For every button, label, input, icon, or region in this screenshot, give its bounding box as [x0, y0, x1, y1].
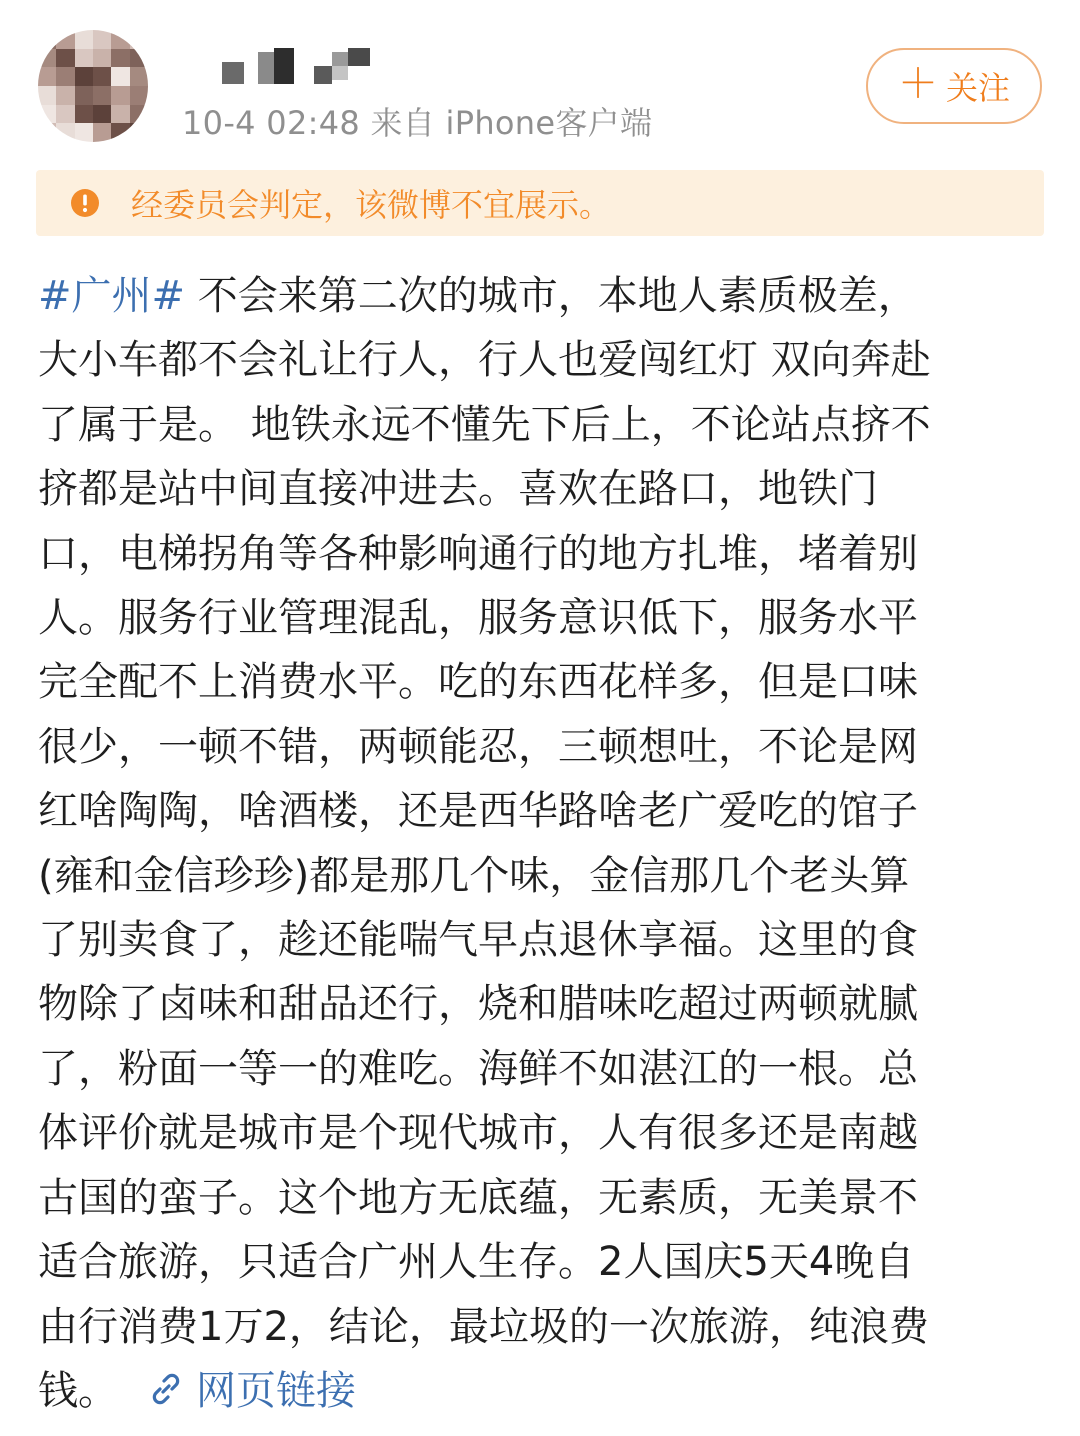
- avatar-pixel: [130, 86, 148, 105]
- avatar-pixel: [111, 30, 129, 49]
- avatar-pixel: [93, 30, 111, 49]
- avatar-pixel: [56, 105, 74, 124]
- hashtag-link[interactable]: #广州#: [38, 273, 186, 319]
- post-line: (雍和金信珍珍)都是那几个味，金信那几个老头算: [38, 852, 910, 899]
- avatar-pixel: [56, 49, 74, 68]
- avatar-pixel: [111, 49, 129, 68]
- web-link[interactable]: 网页链接: [196, 1367, 356, 1414]
- info-icon: [69, 187, 101, 219]
- post-line: 了，粉面一等一的难吃。海鲜不如湛江的一根。总: [38, 1045, 918, 1092]
- avatar[interactable]: [38, 30, 148, 142]
- post-line: 由行消费1万2，结论，最垃圾的一次旅游，纯浪费: [38, 1303, 929, 1350]
- post-line: 口，电梯拐角等各种影响通行的地方扎堆，堵着别: [38, 530, 918, 577]
- avatar-pixel: [38, 105, 56, 124]
- post-line: [38, 1359, 1042, 1423]
- post-line: 完全配不上消费水平。吃的东西花样多，但是口味: [38, 659, 918, 706]
- avatar-pixel: [93, 67, 111, 86]
- avatar-pixel: [93, 105, 111, 124]
- avatar-pixel: [130, 105, 148, 124]
- post-line: 体评价就是城市是个现代城市，人有很多还是南越: [38, 1110, 918, 1157]
- link-icon[interactable]: [146, 1369, 186, 1409]
- avatar-pixel: [93, 123, 111, 142]
- avatar-pixel: [75, 67, 93, 86]
- username-pixelated[interactable]: [222, 48, 372, 88]
- avatar-pixel: [130, 30, 148, 49]
- follow-button[interactable]: [866, 48, 1042, 124]
- avatar-pixel: [56, 123, 74, 142]
- post-line: 了属于是。 地铁永远不懂先下后上，不论站点挤不: [38, 401, 931, 448]
- post-meta: 10-4 02:48 来自 iPhone客户端: [182, 104, 653, 142]
- post-line: 大小车都不会礼让行人，行人也爱闯红灯 双向奔赴: [38, 337, 931, 384]
- avatar-pixel: [130, 49, 148, 68]
- avatar-pixel: [75, 105, 93, 124]
- post-line: 很少，一顿不错，两顿能忍，三顿想吐，不论是网: [38, 723, 918, 770]
- avatar-pixel: [75, 86, 93, 105]
- avatar-pixel: [38, 67, 56, 86]
- avatar-pixel: [111, 105, 129, 124]
- avatar-pixel: [75, 30, 93, 49]
- avatar-pixel: [56, 67, 74, 86]
- avatar-pixel: [130, 67, 148, 86]
- notice-banner: [36, 170, 1044, 236]
- plus-icon: ＋: [897, 61, 938, 107]
- notice-text: 经委员会判定，该微博不宜展示。: [131, 186, 612, 224]
- avatar-pixel: [93, 49, 111, 68]
- post-line: 物除了卤味和甜品还行，烧和腊味吃超过两顿就腻: [38, 981, 918, 1028]
- avatar-pixel: [111, 123, 129, 142]
- avatar-pixel: [38, 123, 56, 142]
- post-line: 挤都是站中间直接冲进去。喜欢在路口，地铁门: [38, 466, 878, 513]
- avatar-pixel: [38, 49, 56, 68]
- post-line: 了别卖食了，趁还能喘气早点退休享福。这里的食: [38, 917, 918, 964]
- post-line: 适合旅游，只适合广州人生存。2人国庆5天4晚自: [38, 1239, 915, 1286]
- avatar-pixel: [75, 123, 93, 142]
- avatar-pixel: [56, 86, 74, 105]
- post-content: [38, 264, 1042, 1423]
- avatar-pixel: [111, 67, 129, 86]
- post-line: [38, 264, 1042, 328]
- avatar-pixel: [111, 86, 129, 105]
- follow-label: 关注: [945, 69, 1010, 107]
- post-line: 人。服务行业管理混乱，服务意识低下，服务水平: [38, 595, 918, 642]
- avatar-pixel: [38, 30, 56, 49]
- post-line-text: 不会来第二次的城市，本地人素质极差，: [185, 273, 918, 319]
- avatar-pixel: [130, 123, 148, 142]
- post-line-text: 钱。: [38, 1367, 118, 1414]
- avatar-pixel: [38, 86, 56, 105]
- post-line: 红啥陶陶，啥酒楼，还是西华路啥老广爱吃的馆子: [38, 788, 918, 835]
- avatar-pixel: [56, 30, 74, 49]
- avatar-pixel: [93, 86, 111, 105]
- avatar-pixel: [75, 49, 93, 68]
- post-line: 古国的蛮子。这个地方无底蕴，无素质，无美景不: [38, 1174, 918, 1221]
